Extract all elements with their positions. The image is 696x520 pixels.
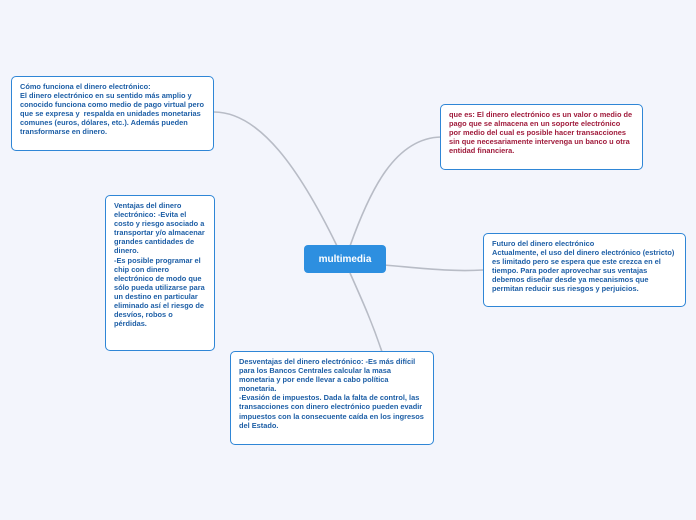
link-futuro — [384, 265, 483, 271]
link-que-es — [350, 137, 441, 246]
node-que-es[interactable]: que es: El dinero electrónico es un valor o medio de pago que se almacena en un soporte electrónico por medio del cual es posible hacer transacciones sin que necesariamente intervenga un banco u otra entidad financiera. — [440, 104, 643, 170]
link-como-funciona — [214, 112, 337, 246]
node-futuro[interactable]: Futuro del dinero electrónico Actualmente, el uso del dinero electrónico (estricto) es limitado pero se espera que este crezca en el tiempo. Para poder aprovechar sus ventajas debemos diseñar desde ya mecanismos que permitan reducir sus riesgos y perjuicios. — [483, 233, 686, 307]
node-ventajas[interactable]: Ventajas del dinero electrónico: -Evita el costo y riesgo asociado a transportar y/o almacenar grandes cantidades de dinero. -Es posible programar el chip con dinero electrónico de modo que sólo pueda utilizarse para un destino en particular eliminado así el riesgo de desvíos, robos o pérdidas. — [105, 195, 215, 351]
node-como-funciona[interactable]: Cómo funciona el dinero electrónico: El dinero electrónico en su sentido más amplio y conocido funciona como medio de pago virtual pero que se expresa y respalda en unidades monetarias comunes (euros, dólares, etc.). Además pueden transformarse en dinero. — [11, 76, 214, 151]
central-topic[interactable]: multimedia — [304, 245, 386, 273]
link-desventajas — [350, 273, 382, 352]
node-desventajas[interactable]: Desventajas del dinero electrónico: -Es más difícil para los Bancos Centrales calcular la masa monetaria y por ende llevar a cabo política monetaria. -Evasión de impuestos. Dada la falta de control, las transacciones con dinero electrónico pueden evadir impuestos con la consecuente caída en los ingresos del Estado. — [230, 351, 434, 445]
